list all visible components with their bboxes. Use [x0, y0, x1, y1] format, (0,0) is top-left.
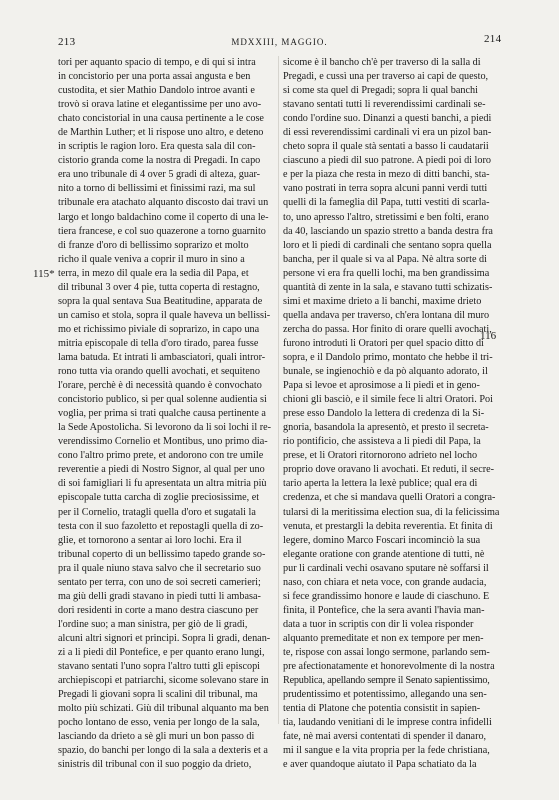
column-gutter [278, 56, 279, 724]
text-line: tia, laudando venitiani di le imprese contra infidelli [283, 717, 492, 729]
text-line: mitria episcopale di tella d'oro tirado, parea fusse [58, 337, 259, 349]
text-line: credenza, et che si mandava quelli Oratori a congra- [283, 492, 496, 504]
text-line: sinistris dil tribunal con il suo poggio da drieto, [58, 759, 252, 771]
text-line: chato concistorial in una causa pertinente a le cose [58, 113, 264, 125]
text-line: tario aperta la lettera la lexè publice; qual era di [283, 478, 478, 490]
text-line: alquanto premeditate et non ex tempore per men- [283, 632, 484, 644]
text-line: un camiso et stola, sopra il quale haveva un bellissi- [58, 309, 271, 321]
text-line: rono tutta via orando quelli avochati, et sequiteno [58, 366, 260, 378]
text-line: in scriptis le ragion loro. Era questa sala dil con- [58, 141, 256, 153]
text-line: alcuni altri signori et principi. Sopra li gradi, denan- [58, 632, 271, 644]
text-line: quella andava per traverso, ch'era lontana dil muro [283, 309, 490, 321]
text-line: concistorio publico, sì per qual solenne audientia si [58, 394, 267, 406]
text-line: e aver quandoque aiutato il Papa schatiato da la [283, 759, 477, 771]
text-line: mi il sangue e la vita propria per la fede christiana, [283, 745, 490, 757]
left-page-number: 213 [58, 36, 76, 48]
left-margin-note: 115* [33, 268, 55, 280]
text-line: terra, in mezo dil quale era la sedia dil Papa, et [58, 267, 249, 279]
text-line: custodita, et sier Mathio Dandolo introe avanti e [58, 85, 255, 97]
text-line: zi a li piedi dil Pontefice, e per quanto erano lungi, [58, 646, 265, 658]
text-line: prese esso Dandolo la lettera di credenza di la Si- [283, 408, 485, 420]
text-line: vano postrati in terra sopra alcuni panni verdi tutti [283, 183, 488, 195]
text-line: molto più schizati. Giù dil tribunal alquanto ma ben [58, 703, 269, 715]
text-line: zercha do passa. Hor finito di orare quelli avochati, [283, 323, 492, 335]
text-line: da 40, lasciando un spazio stretto a banda destra fra [283, 225, 493, 237]
text-line: lama batuda. Et intrati li ambasciatori, quali intror- [58, 351, 266, 363]
text-line: gnoria, basandola la apresentò, et presto il secreta- [283, 422, 489, 434]
text-line: largo et longo baldachino come il coperto di una le- [58, 211, 269, 223]
text-line: tiera francese, e col suo quazerone a torno guarnito [58, 225, 266, 237]
text-line: glie, et tornorono a sentar ai loro lochi. Era il [58, 534, 242, 546]
text-line: ma giù delli gradi stavano in piedi tutti li ambasa- [58, 590, 261, 602]
text-line: tribunale era atachato alquanto discosto dai travi un [58, 197, 269, 209]
text-line: e per la piaza che resta in mezo di ditti banchi, sta- [283, 169, 490, 181]
text-line: lasciando da drieto a sè gli muri un bon passo di [58, 731, 255, 743]
text-line: finita, il Pontefice, che la sera avanti l'havia man- [283, 604, 485, 616]
text-line: pra il quale niuno stava salvo che il secretario suo [58, 562, 261, 574]
text-line: di essi reverendissimi cardinali vi era un pizol ban- [283, 127, 492, 139]
text-line: l'orare, perchè è di necessità quando è convochato [58, 380, 262, 392]
text-line: cono l'altro primo prete, et andorono con tre umile [58, 450, 264, 462]
text-line: testa con il suo fazoletto et repostagli quella di zo- [58, 520, 264, 532]
text-line: episcopale tutta carcha di zoglie preciosissime, et [58, 492, 260, 504]
text-line: stavano sentati tutti li reverendissimi cardinali se- [283, 99, 486, 111]
text-line: Papa si levoe et aprosimose a li piedi et in geno- [283, 380, 480, 392]
right-margin-note: 116 [480, 330, 497, 342]
text-line: Pregadi, e cussì una per traverso ai capi de questo, [283, 71, 489, 83]
text-line: furono introduti li Oratori per quel spacio ditto di [283, 337, 484, 349]
text-line: pre afectionatamente et honorevolmente di la nostra [283, 661, 495, 673]
text-line: de Marthin Luther; et li rispose uno altro, e deteno [58, 127, 264, 139]
text-line: pur li cardinali vechi osavano sputare nè soffarsi il [283, 562, 489, 574]
text-line: sentato per terra, con uno de soi secreti camerieri; [58, 576, 261, 588]
running-title: MDXXIII, MAGGIO. [231, 37, 328, 47]
text-line: proprio dove oravano li avochati. Et reduti, il secre- [283, 464, 495, 476]
text-line: nito a torno di bellissimi et finissimi razi, ma sul [58, 183, 256, 195]
text-line: era uno tribunale di 4 over 5 gradi di alteza, guar- [58, 169, 261, 181]
text-line: tori per aquanto spacio di tempo, e di qui si intra [58, 57, 256, 68]
text-line: naso, con chiara et neta voce, con grande audacia, [283, 576, 487, 588]
text-line: in concistorio per una porta assai angusta e ben [58, 71, 251, 83]
text-line: Pregadi li giovani sopra li scalini dil tribunal, ma [58, 689, 258, 701]
text-line: voglia, per prima si trati qualche causa pertinente a [58, 408, 266, 420]
text-line: verendissimo Cornelio et Montibus, uno primo dia- [58, 436, 268, 448]
text-line: loro et li piedi di cardinali che sentano sopra quella [283, 239, 492, 251]
text-line: Republica, apellando sempre il Senato sapientissimo, [283, 675, 490, 687]
text-line: spazio, do banchi per longo di la sala a dexteris et a [58, 745, 268, 757]
text-line: per il Cornelio, tratagli quella d'oro et sugatali la [58, 506, 256, 518]
text-line: stavano sentati l'uno sopra l'altro tutti gli episcopi [58, 661, 261, 673]
right-page-number: 214 [484, 33, 502, 45]
text-line: bancha, per il quale si va al Papa. Nè altra sorte di [283, 253, 487, 265]
text-line: cheto sopra il quale stà sentati a basso li caudatarii [283, 141, 489, 153]
text-line: tularsi di la meritissima election sua, di la felicissima [283, 506, 500, 518]
text-line: to, uno apresso l'altro, stretissimi e ben folti, erano [283, 211, 489, 223]
text-line: pocho lontano de esso, venia per longo de la sala, [58, 717, 260, 729]
text-line: legere, domino Marco Foscari incominciò la sua [283, 534, 481, 546]
text-line: simi et maxime drieto a li banchi, maxime drieto [283, 295, 482, 307]
text-line: ciascuno a piedi dil suo patrone. A piedi poi di loro [283, 155, 491, 167]
text-line: mo et richissimo piviale di soprarizo, in capo una [58, 323, 260, 335]
text-line: venuta, et prestargli la debita reverentia. Et finita di [283, 520, 493, 532]
text-line: archiepiscopi et patriarchi, sicome solevano stare in [58, 675, 269, 687]
text-line: condo l'ordine suo. Dinanzi a questi banchi, a piedi [283, 113, 492, 125]
text-line: tentia di Platone che potentia consistit in sapien- [283, 703, 481, 715]
text-line: sopra la qual sentava Sua Beatitudine, apparata de [58, 295, 263, 307]
text-line: sicome è il bancho ch'è per traverso di la salla di [283, 57, 481, 68]
right-text-column [283, 56, 499, 772]
text-line: richo il quale veniva a coprir il muro in sino a [58, 253, 245, 265]
text-line: prese, et li Oratori ritornorono adrieto nel locho [283, 450, 478, 462]
text-line: dil tribunal 3 over 4 pie, tutta coperta di restagno, [58, 281, 260, 293]
text-line: chioni gli basciò, e il simile fece li altri Oratori. Poi [283, 394, 493, 406]
text-line: reverentie a piedi di Nostro Signor, al qual per uno [58, 464, 265, 476]
text-line: persone vi era fra quelli lochi, ma ben grandissima [283, 267, 490, 279]
text-line: rio pontificio, che assisteva a li piedi dil Papa, la [283, 436, 481, 448]
text-line: data a tuor in scriptis con dir li volea risponder [283, 618, 474, 630]
text-line: te, rispose con assai longo sermone, parlando sem- [283, 646, 490, 658]
text-line: bunale, se ingienochiò e da pò alquanto adorato, il [283, 366, 488, 378]
text-line: fate, nè mai aversi contentati di spender il danaro, [283, 731, 487, 743]
text-line: si come sta quel di Pregadi; sopra li qual banchi [283, 85, 478, 97]
text-line: quantità di zente in la sala, e stavano tutti schizatis- [283, 281, 493, 293]
left-text-column [58, 56, 274, 772]
page-header [0, 33, 559, 50]
text-line: trovò si orava latine et elegantissime per uno avo- [58, 99, 262, 111]
text-line: di soi famigliari li fu apresentata un altra mitria più [58, 478, 267, 490]
text-line: la Sede Apostolicha. Si levorono da li soi lochi il re- [58, 422, 272, 434]
text-line: dori residenti in corte a mano destra ciascuno per [58, 604, 259, 616]
text-line: quelli di la fameglia dil Papa, tutti vestiti di scarla- [283, 197, 490, 209]
text-line: l'ordine suo; a man sinistra, per giò de li gradi, [58, 618, 248, 630]
text-line: si fece grandissimo honore e laude di ciaschuno. E [283, 590, 490, 602]
text-line: cistorio granda come la nostra di Pregadi. In capo [58, 155, 261, 167]
text-line: prudentissimo et potentissimo, allegando una sen- [283, 689, 487, 701]
text-line: elegante oratione con grande atentione di tutti, nè [283, 548, 485, 560]
text-line: di franze d'oro di bellissimo soprarizo et molto [58, 239, 249, 251]
text-line: sopra, e il Dandolo primo, montato che hebbe il tri- [283, 351, 493, 363]
text-line: tribunal coperto di un bellissimo tapedo grande so- [58, 548, 266, 560]
